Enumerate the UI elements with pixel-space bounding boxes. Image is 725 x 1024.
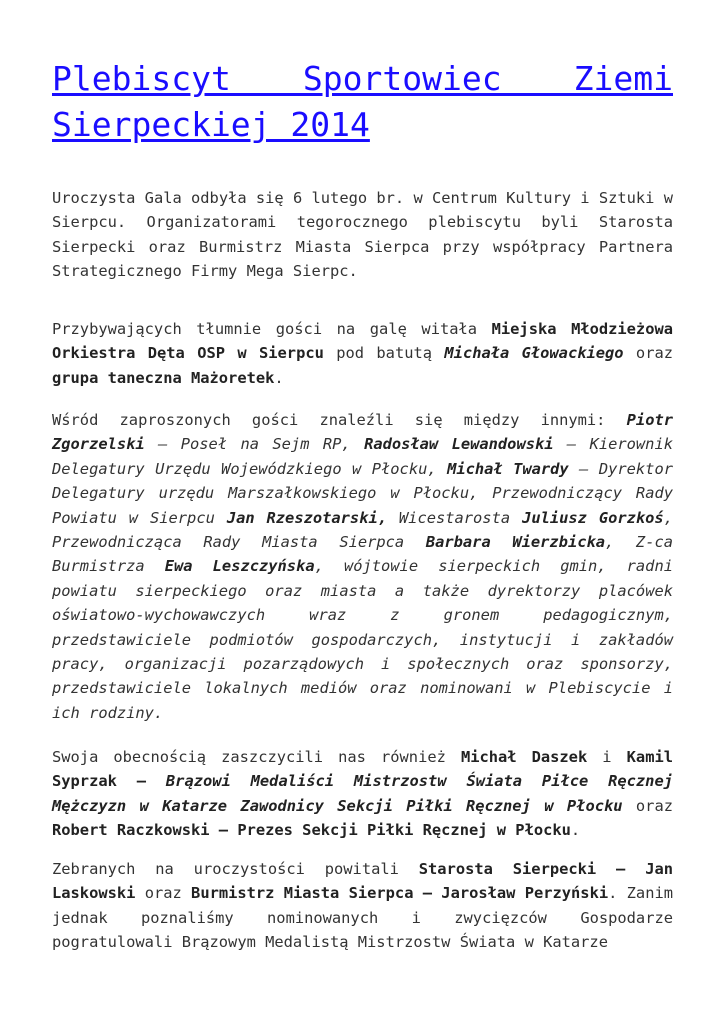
text-run: Burmistrz Miasta Sierpca – Jarosław Perzyński [191,884,609,903]
article-title [52,56,673,148]
text-run: Juliusz Gorzkoś [522,508,664,527]
text-run: Piotr Zgorzelski [52,411,673,454]
text-run: , Z-ca Burmistrza [52,533,673,576]
text-run: Zebranych na uroczystości powitali [52,860,419,878]
text-run: Robert Raczkowski – Prezes Sekcji Piłki Ręcznej w Płocku [52,821,571,840]
paragraph-3 [52,408,673,725]
paragraph-2 [52,317,673,390]
text-run: Radosław Lewandowski [364,435,554,454]
text-run: Wicestarosta [386,508,523,527]
text-run: Brązowi Medaliści Mistrzostw Świata Piłce Ręcznej Mężczyzn w Katarze Zawodnicy Sekcji Piłki Ręcznej w Płocku [52,772,673,815]
text-run: oraz [622,796,673,815]
paragraph-4 [52,745,673,843]
text-run: , Przewodnicząca Rady Miasta Sierpca [52,508,673,552]
text-run: i [587,748,627,766]
text-run: oraz [623,344,673,363]
text-run: – Dyrektor Delegatury urzędu Marszałkowskiego w Płocku, Przewodniczący Rady Powiatu w Sierpcu [52,459,673,527]
text-run: Przybywających tłumnie gości na galę witała [52,320,492,338]
paragraph-1 [52,186,673,284]
text-run: grupa taneczna Mażoretek [52,368,275,387]
text-run: Barbara Wierzbicka [425,533,606,552]
text-run: Ewa Leszczyńska [164,557,315,576]
text-run: pod batutą [323,344,445,363]
text-run: Uroczysta Gala odbyła się 6 lutego br. w Centrum Kultury i Sztuki w Sierpcu. Organizatorami tegorocznego plebiscytu byli Starosta Sierpecki oraz Burmistrz Miasta Sierpca przy współpracy Partnera Strategicznego Firmy Mega Sierpc. [52,189,673,281]
text-run: – Kierownik Delegatury Urzędu Wojewódzkiego w Płocku, [52,435,673,478]
text-run: Michał Twardy [447,459,569,478]
article-title-link[interactable]: Plebiscyt Sportowiec Ziemi Sierpeckiej 2014 [52,59,673,144]
text-run: Miejska Młodzieżowa Orkiestra Dęta OSP w Sierpcu [52,320,673,363]
text-run: . [274,368,284,387]
text-run: Kamil Syprzak [52,748,673,791]
text-run: . [570,821,581,840]
text-run: – Poseł na Sejm RP, [144,435,365,454]
text-run: Michała Głowackiego [444,344,624,363]
text-run: . Zanim jednak poznaliśmy nominowanych i zwycięzców Gospodarze pogratulowali Brązowym Medalistą Mistrzostw Świata w Katarze [52,884,673,952]
text-run: Wśród zaproszonych gości znaleźli się między innymi: [52,411,627,429]
text-run: Michał Daszek [460,748,588,766]
text-run: oraz [135,884,192,903]
paragraph-5 [52,857,673,955]
text-run: – [116,772,166,791]
text-run: Swoja obecnością zaszczycili nas również [52,748,461,766]
text-run: , wójtowie sierpeckich gmin, radni powiatu sierpeckiego oraz miasta a także dyrektorzy placówek oświatowo-wychowawczych wraz z gronem pedagogicznym, przedstawiciele podmiotów gospodarczych, instytucji i zakładów pracy, organizacji pozarządowych i społecznych oraz sponsorzy, przedstawiciele lokalnych mediów oraz nominowani w Plebiscycie i ich rodziny. [52,557,673,722]
text-run: Jan Rzeszotarski, [226,508,387,527]
text-run: Starosta Sierpecki – Jan Laskowski [52,860,673,903]
